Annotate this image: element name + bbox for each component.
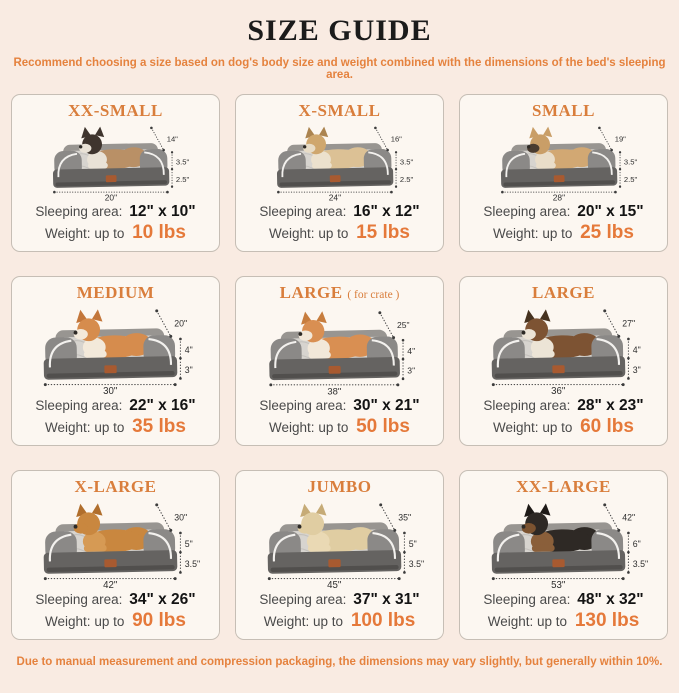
dimension-endpoint-dot	[174, 577, 177, 580]
dimension-endpoint-dot	[402, 358, 405, 361]
weight-line	[269, 221, 410, 245]
dimension-endpoint-dot	[179, 551, 182, 554]
brand-tag	[552, 365, 564, 373]
sleeping-area-label: Sleeping area:	[259, 592, 347, 607]
width-label: 53"	[551, 580, 566, 590]
dimension-endpoint-dot	[396, 383, 399, 386]
up-to-label: up to	[537, 614, 568, 629]
bed-illustration	[267, 502, 402, 574]
dimension-endpoint-dot	[622, 383, 625, 386]
up-to-label: up to	[542, 226, 573, 241]
size-name: LARGE	[532, 283, 595, 302]
depth-label: 20"	[174, 318, 188, 329]
dimension-endpoint-dot	[169, 335, 172, 338]
dimension-endpoint-dot	[603, 309, 606, 312]
dimension-endpoint-dot	[617, 335, 620, 338]
dimension-endpoint-dot	[619, 151, 621, 153]
size-name: JUMBO	[307, 477, 372, 496]
sleeping-area-label: Sleeping area:	[35, 398, 123, 413]
depth-label: 25"	[397, 320, 410, 331]
up-to-label: up to	[94, 226, 125, 241]
dimension-endpoint-dot	[150, 127, 153, 130]
dimension-endpoint-dot	[44, 383, 47, 386]
bed-illustration	[500, 125, 617, 188]
sleeping-area-label: Sleeping area:	[35, 592, 123, 607]
sleeping-area-line	[35, 590, 195, 609]
weight-label: Weight:	[269, 420, 315, 435]
bolster-height-label: 3.5"	[399, 157, 414, 167]
size-grid	[11, 94, 668, 640]
dimension-endpoint-dot	[386, 149, 389, 152]
dimension-endpoint-dot	[627, 532, 630, 535]
dimension-endpoint-dot	[171, 151, 173, 153]
bed-illustration	[52, 125, 169, 188]
depth-label: 30"	[174, 512, 188, 523]
depth-label: 42"	[622, 512, 636, 523]
size-card	[235, 470, 444, 640]
base-height-label: 3"	[407, 365, 416, 376]
dimension-endpoint-dot	[598, 127, 601, 130]
size-name: X-LARGE	[74, 477, 157, 496]
dimension-endpoint-dot	[627, 338, 630, 341]
bed-figure	[460, 303, 667, 396]
base-height-label: 2.5"	[175, 175, 190, 185]
width-label: 24"	[328, 192, 342, 202]
dimension-endpoint-dot	[171, 168, 173, 170]
dimension-endpoint-dot	[374, 127, 377, 130]
dimension-endpoint-dot	[174, 383, 177, 386]
dimension-endpoint-dot	[603, 503, 606, 506]
dimension-endpoint-dot	[403, 571, 406, 574]
dimension-endpoint-dot	[403, 551, 406, 554]
size-card	[235, 94, 444, 252]
sleeping-area-value: 30" x 21"	[353, 397, 420, 414]
bolster-height-label: 4"	[407, 345, 416, 356]
weight-line	[264, 609, 416, 633]
bolster-height-label: 5"	[184, 539, 193, 550]
dimension-endpoint-dot	[395, 186, 397, 188]
bed-figure	[460, 497, 667, 590]
weight-label: Weight:	[45, 226, 91, 241]
card-title	[532, 101, 595, 121]
brand-tag	[106, 175, 117, 182]
bolster-height-label: 3.5"	[623, 157, 638, 167]
sleeping-area-value: 20" x 15"	[577, 203, 644, 220]
depth-label: 19"	[614, 134, 626, 144]
weight-value: 35 lbs	[132, 416, 186, 437]
dimension-endpoint-dot	[155, 503, 158, 506]
dimension-endpoint-dot	[392, 336, 395, 339]
bed-illustration	[43, 502, 178, 574]
weight-label: Weight:	[45, 420, 91, 435]
bolster-height-label: 4"	[184, 345, 193, 356]
sleeping-area-value: 16" x 12"	[353, 203, 420, 220]
base-height-label: 3"	[184, 365, 193, 376]
base-height-label: 3.5"	[632, 559, 649, 570]
up-to-label: up to	[318, 226, 349, 241]
weight-line	[45, 415, 186, 439]
bed-figure	[236, 497, 443, 590]
width-label: 42"	[103, 580, 118, 590]
bed-figure	[236, 305, 443, 396]
pet-front-legs	[308, 351, 330, 358]
size-name: X-SMALL	[298, 101, 381, 120]
up-to-label: up to	[318, 420, 349, 435]
pet-front-legs	[532, 544, 555, 551]
size-name: LARGE	[279, 283, 343, 302]
pet-front-legs	[84, 350, 107, 357]
bed-illustration	[491, 308, 626, 380]
bed-figure	[12, 121, 219, 202]
dimension-endpoint-dot	[179, 571, 182, 574]
weight-value: 90 lbs	[132, 610, 186, 631]
subtitle: Recommend choosing a size based on dog's body size and weight combined with the dimensions of the bed's sleeping area.	[13, 57, 666, 81]
depth-label: 16"	[390, 134, 402, 144]
size-card	[459, 470, 668, 640]
dimension-endpoint-dot	[53, 191, 56, 194]
dimension-endpoint-dot	[44, 577, 47, 580]
weight-line	[493, 221, 634, 245]
sleeping-area-line	[35, 396, 195, 415]
weight-label: Weight:	[487, 614, 534, 629]
depth-label: 35"	[398, 512, 412, 523]
card-title	[516, 477, 611, 497]
up-to-label: up to	[542, 420, 573, 435]
dimension-endpoint-dot	[277, 191, 280, 194]
bed-illustration	[491, 502, 626, 574]
card-title	[68, 101, 163, 121]
bolster-height-label: 4"	[632, 345, 641, 356]
depth-label: 14"	[166, 134, 178, 144]
size-card	[459, 276, 668, 446]
up-to-label: up to	[94, 420, 125, 435]
weight-label: Weight:	[493, 226, 539, 241]
bolster-height-label: 6"	[632, 539, 641, 550]
width-label: 20"	[104, 192, 118, 202]
base-height-label: 3.5"	[184, 559, 201, 570]
width-label: 30"	[103, 386, 118, 396]
size-card	[235, 276, 444, 446]
dimension-endpoint-dot	[379, 503, 382, 506]
dimension-endpoint-dot	[395, 151, 397, 153]
dimension-endpoint-dot	[390, 191, 393, 194]
weight-line	[45, 609, 186, 633]
sleeping-area-label: Sleeping area:	[259, 398, 347, 413]
width-label: 28"	[552, 192, 566, 202]
size-name: XX-SMALL	[68, 101, 163, 120]
sleeping-area-value: 48" x 32"	[577, 591, 644, 608]
weight-label: Weight:	[493, 420, 539, 435]
pet-front-legs	[308, 544, 331, 551]
sleeping-area-line	[259, 590, 419, 609]
up-to-label: up to	[94, 614, 125, 629]
card-title	[532, 283, 595, 303]
dimension-endpoint-dot	[402, 378, 405, 381]
size-name: SMALL	[532, 101, 595, 120]
size-card	[459, 94, 668, 252]
pet-front-legs	[532, 350, 555, 357]
base-height-label: 3"	[632, 365, 641, 376]
base-height-label: 2.5"	[623, 175, 638, 185]
weight-value: 15 lbs	[356, 222, 410, 243]
base-height-label: 2.5"	[399, 175, 414, 185]
dimension-endpoint-dot	[179, 377, 182, 380]
weight-value: 60 lbs	[580, 416, 634, 437]
weight-line	[45, 221, 186, 245]
depth-label: 27"	[622, 318, 636, 329]
brand-tag	[329, 366, 341, 374]
dimension-endpoint-dot	[395, 168, 397, 170]
sleeping-area-line	[259, 396, 419, 415]
dimension-endpoint-dot	[610, 149, 613, 152]
dimension-endpoint-dot	[627, 551, 630, 554]
weight-label: Weight:	[45, 614, 91, 629]
pet-front-legs	[312, 162, 332, 169]
dimension-endpoint-dot	[492, 577, 495, 580]
bed-figure	[460, 121, 667, 202]
dimension-endpoint-dot	[402, 339, 405, 342]
brand-tag	[328, 559, 340, 567]
size-card	[11, 470, 220, 640]
sleeping-area-label: Sleeping area:	[483, 398, 571, 413]
dimension-endpoint-dot	[169, 529, 172, 532]
sleeping-area-line	[483, 396, 643, 415]
width-label: 36"	[551, 386, 566, 396]
weight-value: 10 lbs	[132, 222, 186, 243]
sleeping-area-label: Sleeping area:	[483, 592, 571, 607]
size-card	[11, 276, 220, 446]
sleeping-area-label: Sleeping area:	[35, 204, 123, 219]
weight-value: 50 lbs	[356, 416, 410, 437]
width-label: 38"	[327, 386, 342, 396]
dimension-endpoint-dot	[627, 377, 630, 380]
pet-front-legs	[84, 544, 107, 551]
dimension-endpoint-dot	[171, 186, 173, 188]
dimension-endpoint-dot	[627, 571, 630, 574]
card-title	[280, 283, 400, 305]
bed-figure	[236, 121, 443, 202]
weight-value: 130 lbs	[574, 610, 640, 631]
base-height-label: 3.5"	[408, 559, 425, 570]
sleeping-area-value: 28" x 23"	[577, 397, 644, 414]
sleeping-area-line	[259, 202, 419, 221]
bed-illustration	[276, 125, 393, 188]
sleeping-area-line	[483, 202, 643, 221]
weight-value: 25 lbs	[580, 222, 634, 243]
card-title	[299, 101, 381, 121]
bed-illustration	[43, 308, 178, 380]
dimension-endpoint-dot	[619, 168, 621, 170]
bed-illustration	[268, 310, 400, 381]
brand-tag	[104, 365, 116, 373]
width-label: 45"	[327, 580, 342, 590]
dimension-endpoint-dot	[155, 309, 158, 312]
weight-line	[493, 415, 634, 439]
dimension-endpoint-dot	[179, 357, 182, 360]
up-to-label: up to	[313, 614, 344, 629]
size-name: MEDIUM	[76, 283, 155, 302]
size-name: XX-LARGE	[516, 477, 611, 496]
dimension-endpoint-dot	[393, 529, 396, 532]
bolster-height-label: 3.5"	[175, 157, 190, 167]
dimension-endpoint-dot	[619, 186, 621, 188]
weight-value: 100 lbs	[350, 610, 416, 631]
page-title: SIZE GUIDE	[247, 14, 432, 47]
brand-tag	[104, 559, 116, 567]
dimension-endpoint-dot	[614, 191, 617, 194]
dimension-endpoint-dot	[162, 149, 165, 152]
brand-tag	[330, 175, 341, 182]
bed-figure	[12, 497, 219, 590]
brand-tag	[552, 559, 564, 567]
dimension-endpoint-dot	[622, 577, 625, 580]
weight-line	[269, 415, 410, 439]
footer-note: Due to manual measurement and compression packaging, the dimensions may vary slightly, but generally within 10%.	[16, 656, 663, 668]
bolster-height-label: 5"	[408, 539, 417, 550]
dimension-endpoint-dot	[269, 383, 272, 386]
sleeping-area-value: 22" x 16"	[129, 397, 196, 414]
dimension-endpoint-dot	[268, 577, 271, 580]
brand-tag	[554, 175, 565, 182]
weight-line	[488, 609, 640, 633]
pet-front-legs	[536, 162, 556, 169]
bed-figure	[12, 303, 219, 396]
size-note: ( for crate )	[347, 289, 400, 301]
sleeping-area-value: 12" x 10"	[129, 203, 196, 220]
card-title	[308, 477, 372, 497]
dimension-endpoint-dot	[166, 191, 169, 194]
sleeping-area-line	[35, 202, 195, 221]
card-title	[75, 477, 157, 497]
dimension-endpoint-dot	[179, 338, 182, 341]
sleeping-area-value: 37" x 31"	[353, 591, 420, 608]
card-title	[77, 283, 155, 303]
size-card	[11, 94, 220, 252]
dimension-endpoint-dot	[403, 532, 406, 535]
dimension-endpoint-dot	[501, 191, 504, 194]
weight-label: Weight:	[269, 226, 315, 241]
dimension-endpoint-dot	[627, 357, 630, 360]
sleeping-area-label: Sleeping area:	[483, 204, 571, 219]
sleeping-area-label: Sleeping area:	[259, 204, 347, 219]
dimension-endpoint-dot	[179, 532, 182, 535]
dimension-endpoint-dot	[378, 311, 381, 314]
weight-label: Weight:	[263, 614, 310, 629]
dimension-endpoint-dot	[617, 529, 620, 532]
dimension-endpoint-dot	[398, 577, 401, 580]
sleeping-area-line	[483, 590, 643, 609]
sleeping-area-value: 34" x 26"	[129, 591, 196, 608]
dimension-endpoint-dot	[492, 383, 495, 386]
pet-front-legs	[88, 162, 108, 169]
